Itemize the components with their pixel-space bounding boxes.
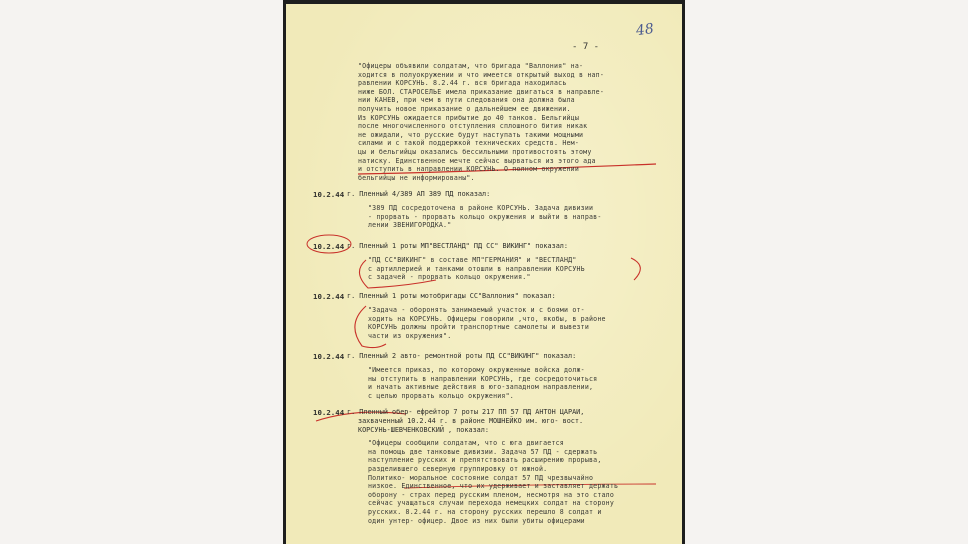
entry-body-line: один унтер- офицер. Двое из них были убиты офицерами (368, 516, 585, 525)
entry-body-line: и начать активные действия в юго-западном направлении, (368, 383, 594, 392)
intro-line: не ожидали, что русские будут наступать такими мощными (358, 130, 584, 139)
entry-header: г. Пленный 1 роты МП"ВЕСТЛАНД" ПД СС" ВИКИНГ" показал: (347, 242, 568, 250)
intro-line: Из КОРСУНЬ ожидается прибытие до 40 танков. Бельгийцы (358, 113, 579, 122)
entry-body-line: оборону - страх перед русским пленом, несмотря на это стало (368, 490, 615, 499)
intro-line: силами и с такой поддержкой технических средств. Нем- (358, 139, 579, 148)
intro-line: нии КАНЕВ, при чем в пути следования она должна была (358, 96, 575, 105)
entry-body-line: части из окружения". (368, 331, 452, 340)
entry-body-line: с артиллерией и танками отошли в направлении КОРСУНЬ (368, 264, 585, 273)
entry-header: г. Пленный 2 авто- ремонтной роты ПД СС"ВИКИНГ" показал: (347, 352, 577, 360)
entry-body-line: сейчас учащаться случаи перехода немецких солдат на сторону (368, 499, 615, 508)
entry-body-line: "ПД СС"ВИКИНГ" в составе МП"ГЕРМАНИЯ" и "ВЕСТЛАНД" (368, 256, 577, 264)
entry-date: 10.2.44 (313, 242, 345, 251)
intro-line: цы и бельгийцы оказались бессильными противостоять этому (358, 148, 592, 156)
entry-date: 10.2.44 (313, 190, 345, 199)
entry-body-line: разделившего северную группировку от южной. (368, 465, 548, 473)
entry-body-line: - прорвать - прорвать кольцо окружения и выйти в направ- (368, 212, 602, 221)
intro-line: бельгийцы не информированы". (358, 173, 475, 182)
entry-header: г. Пленный 1 роты мотобригады СС"Валлония" показал: (347, 292, 556, 300)
entry-header-cont: КОРСУНЬ-ШЕВЧЕНКОВСКИЙ , показал: (358, 425, 489, 434)
document-viewer-frame (283, 0, 685, 544)
entry-body-line: "Офицеры сообщили солдатам, что с юга двигается (368, 439, 564, 448)
intro-line: ниже БОЛ. СТАРОСЕЛЬЕ имела приказание двигаться в направле- (358, 87, 605, 96)
entry-date: 10.2.44 (313, 352, 345, 361)
entry-body-line: "Имеется приказ, по которому окруженные войска долж- (368, 366, 585, 374)
entry-body-line: Политико- моральное состояние солдат 57 ПД чрезвычайно (368, 473, 594, 482)
entry-body-line: "Задача - оборонять занимаемый участок и с боями от- (368, 306, 585, 314)
entry-body-line: с целью прорвать кольцо окружения". (368, 391, 514, 400)
archival-document-page (286, 4, 682, 544)
entry-header: г. Пленный обер- ефрейтор 7 роты 217 ПП 57 ПД АНТОН ЦАРАИ, (347, 408, 585, 416)
entry-header: г. Пленный 4/389 АП 389 ПД показал: (347, 190, 491, 198)
intro-line: ходится в полуокружении и что имеется открытый выход в нап- (358, 70, 605, 79)
entry-body-line: "389 ПД сосредоточена в районе КОРСУНЬ. Задача дивизии (368, 204, 594, 212)
entry-body-line: наступление русских и препятствовать расширению прорыва, (368, 456, 602, 465)
entry-body-line: ны отступить в направлении КОРСУНЬ, где сосредоточиться (368, 374, 598, 383)
entry-header-cont: захваченный 10.2.44 г. в районе МОШНЕЙКО им. юго- вост. (358, 417, 584, 425)
entry-body-line: КОРСУНЬ должны пройти транспортные самолеты и вывезти (368, 323, 589, 332)
entry-body-line: русских. 8.2.44 г. на сторону русских перешло 8 солдат и (368, 508, 602, 516)
entry-body-line: на помощь две танковые дивизии. Задача 57 ПД - сдержать (368, 447, 598, 456)
intro-line: равлении КОРСУНЬ. 8.2.44 г. вся бригада находилась (358, 79, 567, 88)
entry-date: 10.2.44 (313, 408, 345, 417)
entry-date: 10.2.44 (313, 292, 345, 301)
entry-body-line: с задачей - прорвать кольцо окружения." (368, 273, 531, 282)
intro-line: натиску. Единственное мечте сейчас вырваться из этого ада (358, 156, 596, 165)
intro-line: получить новое приказание о дальнейшем ее движении. (358, 105, 571, 113)
entry-body-line: низкое. Единственное, что их удерживает и заставляет держать (368, 482, 619, 491)
entry-body-line: лении ЗВЕНИГОРОДКА." (368, 221, 452, 230)
handwritten-page-annotation: 48 (634, 20, 655, 40)
bracket-mark-2 (631, 258, 640, 280)
intro-line: "Офицеры объявили солдатам, что бригада "Валлония" на- (358, 62, 584, 70)
entry-body-line: ходить на КОРСУНЬ. Офицеры говорили ,что, якобы, в районе (368, 314, 606, 323)
intro-line: и отступить в направлении КОРСУНЬ. О полном окружении (358, 165, 579, 174)
intro-line: после многочисленного отступления сплошного бития никак (358, 122, 588, 131)
page-number: - 7 - (572, 42, 600, 52)
